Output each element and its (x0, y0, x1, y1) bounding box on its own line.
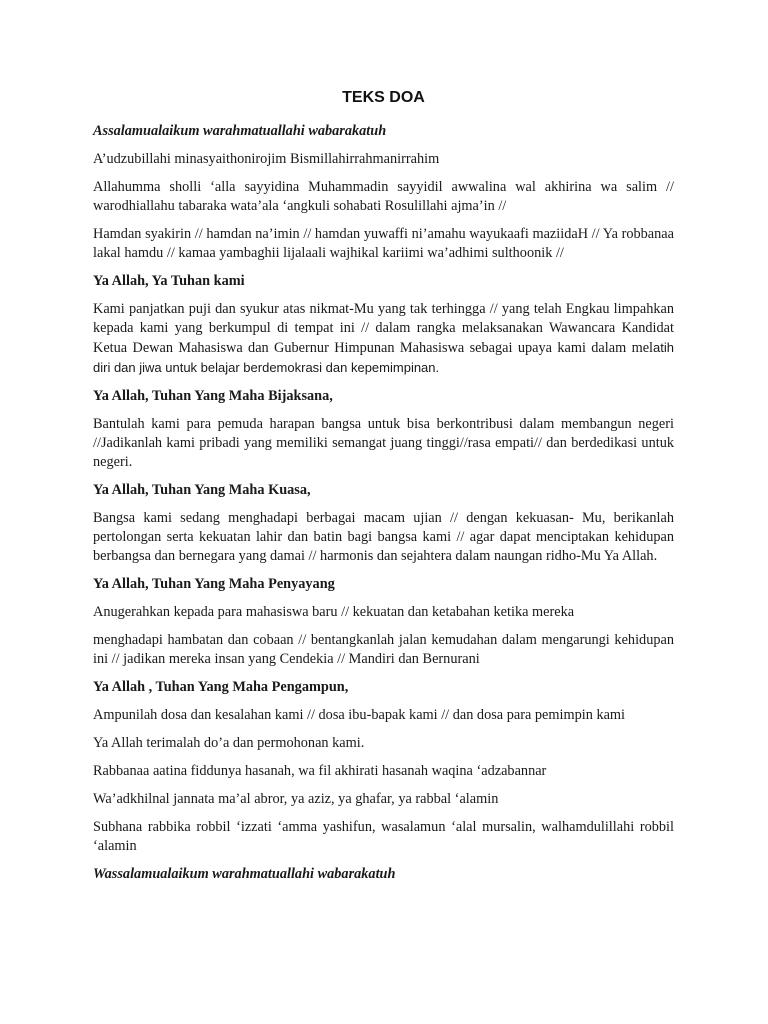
heading-maha-kuasa: Ya Allah, Tuhan Yang Maha Kuasa, (93, 482, 311, 498)
paragraph-pemuda: Bantulah kami para pemuda harapan bangsa untuk bisa berkontribusi dalam membangun negeri //Jadikanlah kami pribadi yang memiliki semangat juang tinggi//rasa empati// dan berdedikasi untuk negeri. (93, 416, 674, 470)
paragraph-taawudz: A’udzubillahi minasyaithonirojim Bismillahirrahmanirrahim (93, 151, 440, 167)
paragraph-bangsa: Bangsa kami sedang menghadapi berbagai macam ujian // dengan kekuasan- Mu, berikanlah pertolongan serta kekuatan lahir dan batin bagi bangsa kami // agar dapat menciptakan kehidupan berbangsa dan bernegara yang damai // harmonis dan sejahtera dalam naungan ridho-Mu Ya Allah. (93, 510, 674, 564)
opening-greeting: Assalamualaikum warahmatuallahi wabarakatuh (93, 123, 387, 139)
paragraph-syukur (93, 300, 674, 378)
paragraph-jannah: Wa’adkhilnal jannata ma’al abror, ya aziz, ya ghafar, ya rabbal ‘alamin (93, 791, 499, 807)
heading-ya-tuhan-kami: Ya Allah, Ya Tuhan kami (93, 273, 245, 289)
closing-greeting: Wassalamualaikum warahmatuallahi wabarakatuh (93, 866, 396, 882)
heading-maha-bijaksana: Ya Allah, Tuhan Yang Maha Bijaksana, (93, 388, 333, 404)
paragraph-ampunan: Ampunilah dosa dan kesalahan kami // dosa ibu-bapak kami // dan dosa para pemimpin kami (93, 707, 626, 723)
paragraph-subhana: Subhana rabbika robbil ‘izzati ‘amma yashifun, wasalamun ‘alal mursalin, walhamdulillahi robbil ‘alamin (93, 819, 674, 854)
paragraph-syukur-text: Kami panjatkan puji dan syukur atas nikmat-Mu yang tak terhingga // yang telah Engkau limpahkan kepada kami yang berkumpul di tempat ini // dalam rangka melaksanakan Wawancara Kandidat Ketua Dewan Mahasiswa dan Gubernur Himpunan Mahasiswa sebagai upaya kami dalam mel (93, 301, 674, 356)
paragraph-rabbana: Rabbanaa aatina fiddunya hasanah, wa fil akhirati hasanah waqina ‘adzabannar (93, 763, 547, 779)
paragraph-syukur-tail: atih diri dan jiwa untuk belajar berdemokrasi dan kepemimpinan. (93, 340, 674, 375)
paragraph-mahasiswa-baru: Anugerahkan kepada para mahasiswa baru // kekuatan dan ketabahan ketika mereka (93, 604, 575, 620)
paragraph-sholawat: Allahumma sholli ‘alla sayyidina Muhammadin sayyidil awwalina wal akhirina wa salim // warodhiallahu tabaraka wata’ala ‘angkuli sohabati Rosulillahi ajma’in // (93, 179, 674, 214)
paragraph-terima-doa: Ya Allah terimalah do’a dan permohonan kami. (93, 735, 365, 751)
document-page (93, 88, 674, 893)
paragraph-hambatan: menghadapi hambatan dan cobaan // bentangkanlah jalan kemudahan dalam mengarungi kehidupan ini // jadikan mereka insan yang Cendekia // Mandiri dan Bernurani (93, 632, 674, 667)
heading-maha-penyayang: Ya Allah, Tuhan Yang Maha Penyayang (93, 576, 335, 592)
paragraph-hamdalah: Hamdan syakirin // hamdan na’imin // hamdan yuwaffi ni’amahu wayukaafi maziidaH // Ya robbanaa lakal hamdu // kamaa yambaghii lijalaali wajhikal kariimi wa’adhimi sulthoonik // (93, 226, 674, 261)
document-title: TEKS DOA (342, 89, 425, 106)
heading-maha-pengampun: Ya Allah , Tuhan Yang Maha Pengampun, (93, 679, 349, 695)
